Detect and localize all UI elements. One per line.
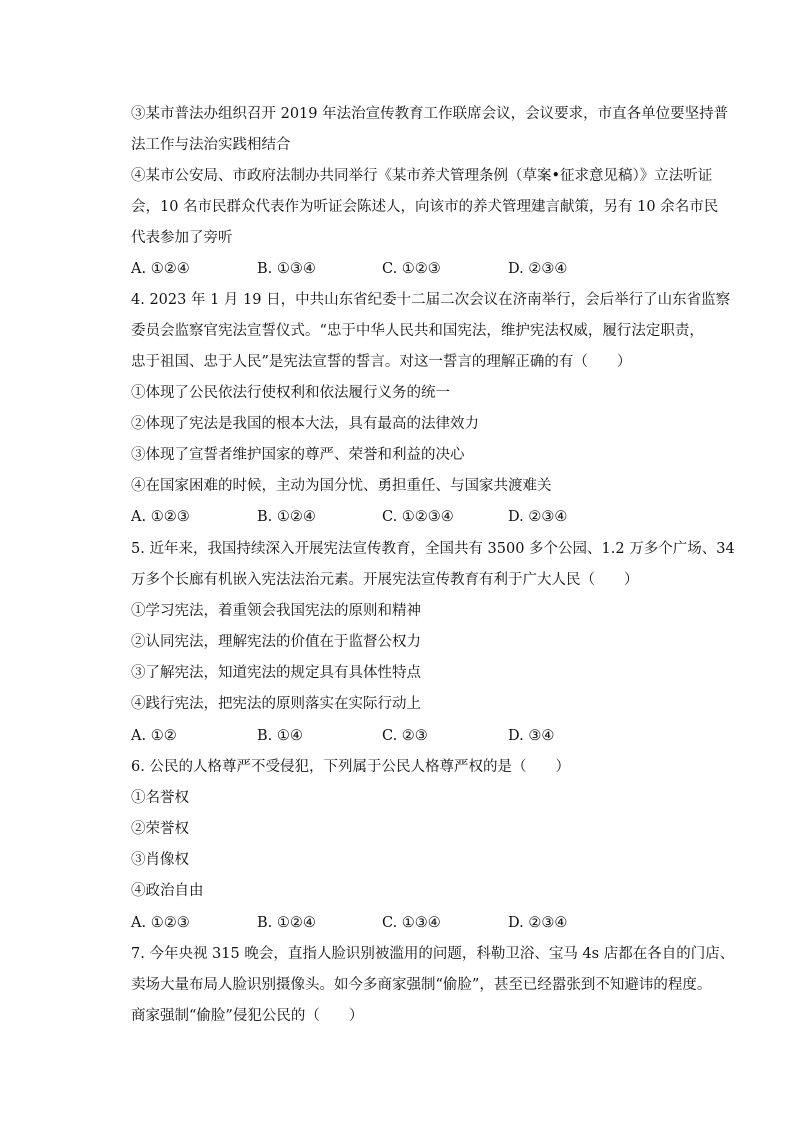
q6-option-b[interactable]: B. ①②④ (257, 915, 316, 931)
q3-item4-line2: 会，10 名市民群众代表作为听证会陈述人，向该市的养犬管理建言献策，另有 10 余名市民 (131, 199, 719, 215)
q3-options (131, 259, 691, 279)
q5-item-3: ③了解宪法，知道宪法的规定具有具体性特点 (131, 665, 421, 681)
q4-option-b[interactable]: B. ①②④ (257, 509, 316, 525)
q6-option-c[interactable]: C. ①③④ (382, 915, 441, 931)
q5-options (131, 726, 691, 746)
q3-item4-line1: ④某市公安局、市政府法制办共同举行《某市养犬管理条例（草案•征求意见稿）》立法听证 (131, 168, 713, 184)
q7-stem-line2: 卖场大量布局人脸识别摄像头。如今多商家强制“偷脸”，甚至已经嚣张到不知避讳的程度。 (131, 977, 712, 993)
q4-item-4: ④在国家困难的时候，主动为国分忧、勇担重任、与国家共渡难关 (131, 478, 552, 494)
q4-item-3: ③体现了宣誓者维护国家的尊严、荣誉和利益的决心 (131, 447, 465, 463)
q6-stem-line1: 6. 公民的人格尊严不受侵犯，下列属于公民人格尊严权的是（ ） (131, 759, 570, 775)
q4-item-1: ①体现了公民依法行使权利和依法履行义务的统一 (131, 385, 450, 401)
q7-stem-line1: 7. 今年央视 315 晚会，直指人脸识别被滥用的问题，科勒卫浴、宝马 4s 店都在各自的门店、 (131, 946, 735, 962)
q4-options (131, 507, 691, 527)
q6-item-4: ④政治自由 (131, 883, 204, 899)
q6-item-1: ①名誉权 (131, 790, 189, 806)
q3-option-d[interactable]: D. ②③④ (508, 261, 568, 277)
q5-stem-line1: 5. 近年来，我国持续深入开展宪法宣传教育，全国共有 3500 多个公园、1.2 万多个广场、34 (131, 541, 735, 557)
q5-item-1: ①学习宪法，着重领会我国宪法的原则和精神 (131, 603, 421, 619)
q3-option-b[interactable]: B. ①③④ (257, 261, 316, 277)
q4-item-2: ②体现了宪法是我国的根本大法，具有最高的法律效力 (131, 416, 479, 432)
q3-item3-line2: 法工作与法治实践相结合 (131, 137, 291, 153)
q6-options (131, 913, 691, 933)
q6-item-3: ③肖像权 (131, 852, 189, 868)
q5-option-d[interactable]: D. ③④ (508, 728, 555, 744)
q5-option-a[interactable]: A. ①② (131, 728, 177, 744)
q4-option-d[interactable]: D. ②③④ (508, 509, 568, 525)
q5-item-4: ④践行宪法，把宪法的原则落实在实际行动上 (131, 696, 421, 712)
q6-option-d[interactable]: D. ②③④ (508, 915, 568, 931)
q5-option-c[interactable]: C. ②③ (382, 728, 428, 744)
q7-stem-line3: 商家强制“偷脸”侵犯公民的（ ） (131, 1008, 364, 1024)
q6-item-2: ②荣誉权 (131, 821, 189, 837)
q4-stem-line2: 委员会监察官宪法宣誓仪式。“忠于中华人民共和国宪法，维护宪法权威，履行法定职责， (131, 323, 704, 339)
q3-option-a[interactable]: A. ①②④ (131, 261, 190, 277)
q3-item4-line3: 代表参加了旁听 (131, 230, 233, 246)
q5-option-b[interactable]: B. ①④ (257, 728, 303, 744)
q4-option-a[interactable]: A. ①②③ (131, 509, 190, 525)
q3-item3-line1: ③某市普法办组织召开 2019 年法治宣传教育工作联席会议，会议要求，市直各单位要坚持普 (131, 106, 729, 122)
q6-option-a[interactable]: A. ①②③ (131, 915, 190, 931)
q3-option-c[interactable]: C. ①②③ (382, 261, 441, 277)
q4-stem-line3: 忠于祖国、忠于人民”是宪法宣誓的誓言。对这一誓言的理解正确的有（ ） (131, 354, 632, 370)
q4-stem-line1: 4. 2023 年 1 月 19 日，中共山东省纪委十二届二次会议在济南举行，会后举行了山东省监察 (131, 292, 731, 308)
q5-stem-line2: 万多个长廊有机嵌入宪法法治元素。开展宪法宣传教育有利于广大人民（ ） (131, 572, 639, 588)
q5-item-2: ②认同宪法，理解宪法的价值在于监督公权力 (131, 634, 421, 650)
q4-option-c[interactable]: C. ①②③④ (382, 509, 454, 525)
